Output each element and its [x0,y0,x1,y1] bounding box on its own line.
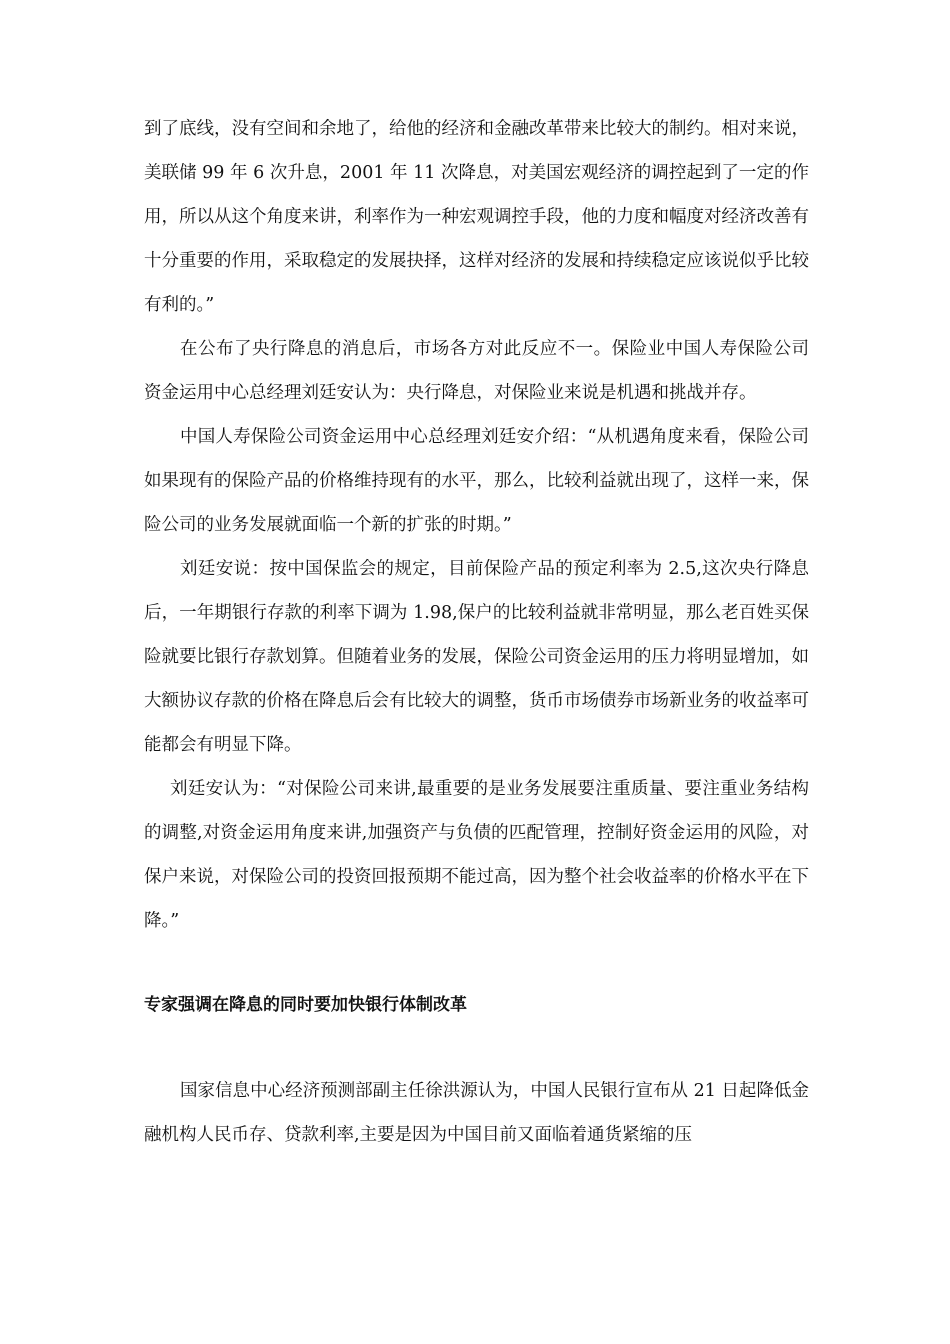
paragraph-2: 在公布了央行降息的消息后，市场各方对此反应不一。保险业中国人寿保险公司资金运用中心总经理刘廷安认为：央行降息，对保险业来说是机遇和挑战并存。 [144,339,809,403]
document-body [144,107,809,1157]
section-heading: 专家强调在降息的同时要加快银行体制改革 [144,995,467,1015]
paragraph-6: 国家信息中心经济预测部副主任徐洪源认为，中国人民银行宣布从 21 日起降低金融机构人民币存、贷款利率,主要是因为中国目前又面临着通货紧缩的压 [144,1081,809,1145]
paragraph-3: 中国人寿保险公司资金运用中心总经理刘廷安介绍：“从机遇角度来看，保险公司如果现有的保险产品的价格维持现有的水平，那么，比较利益就出现了，这样一来，保险公司的业务发展就面临一个新的扩张的时期。” [144,427,809,535]
paragraph-4: 刘廷安说：按中国保监会的规定，目前保险产品的预定利率为 2.5,这次央行降息后，一年期银行存款的利率下调为 1.98,保户的比较利益就非常明显，那么老百姓买保险就要比银行存款划算。但随着业务的发展，保险公司资金运用的压力将明显增加，如大额协议存款的价格在降息后会有比较大的调整，货币市场债券市场新业务的收益率可能都会有明显下降。 [144,559,809,755]
paragraph-1: 到了底线，没有空间和余地了，给他的经济和金融改革带来比较大的制约。相对来说，美联储 99 年 6 次升息，2001 年 11 次降息，对美国宏观经济的调控起到了一定的作用，所以从这个角度来讲，利率作为一种宏观调控手段，他的力度和幅度对经济改善有十分重要的作用，采取稳定的发展抉择，这样对经济的发展和持续稳定应该说似乎比较有利的。” [144,119,809,315]
paragraph-5: 刘廷安认为：“对保险公司来讲,最重要的是业务发展要注重质量、要注重业务结构的调整,对资金运用角度来讲,加强资产与负债的匹配管理，控制好资金运用的风险，对保户来说，对保险公司的投资回报预期不能过高，因为整个社会收益率的价格水平在下降。” [144,779,809,931]
